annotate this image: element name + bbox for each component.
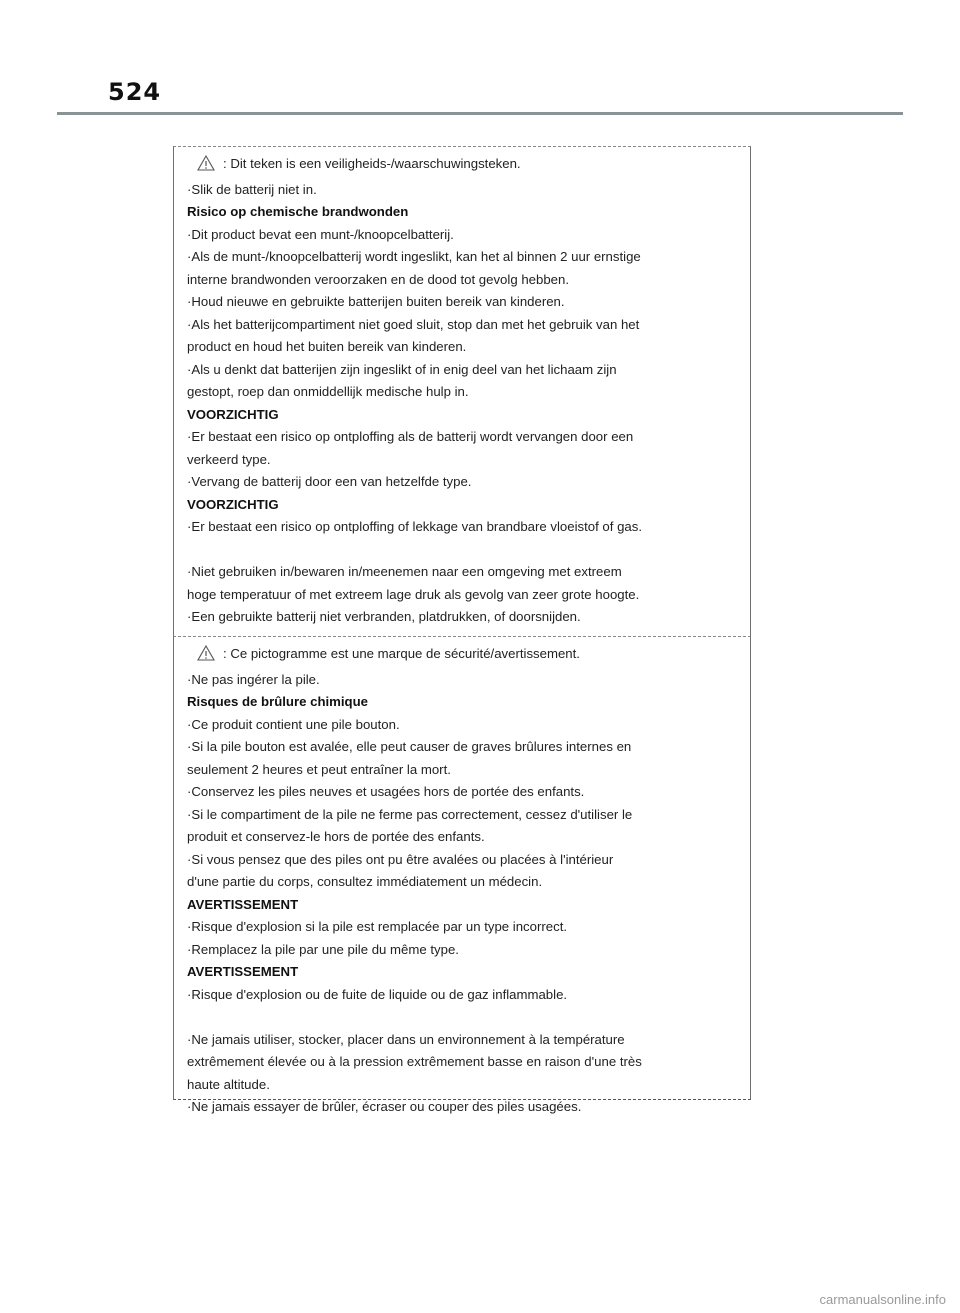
text-line: ·Si vous pensez que des piles ont pu être avalées ou placées à l'intérieur: [187, 851, 614, 867]
text-line: hoge temperatuur of met extreem lage druk als gevolg van zeer grote hoogte.: [187, 586, 640, 602]
panel-content-french: [187, 643, 744, 1119]
text-line: ·Si le compartiment de la pile ne ferme pas correctement, cessez d'utiliser le: [187, 806, 633, 822]
warning-symbol-line: [187, 643, 744, 669]
warning-panel-dutch: [173, 146, 751, 636]
text-line: seulement 2 heures et peut entraîner la mort.: [187, 761, 451, 777]
paragraph-list: [187, 916, 744, 961]
text-line: ·Als het batterijcompartiment niet goed sluit, stop dan met het gebruik van het: [187, 316, 640, 332]
warning-triangle-icon: [197, 645, 215, 669]
text-line: ·Houd nieuwe en gebruikte batterijen buiten bereik van kinderen.: [187, 294, 565, 309]
paragraph-list: [187, 1029, 744, 1119]
section-heading: VOORZICHTIG: [187, 406, 279, 422]
spacer: [187, 539, 744, 562]
spacer: [187, 1006, 744, 1029]
text-line: ·Ce produit contient une pile bouton.: [187, 716, 400, 732]
text-line: ·Risque d'explosion ou de fuite de liquide ou de gaz inflammable.: [187, 986, 568, 1002]
paragraph-list: [187, 561, 744, 629]
text-line: interne brandwonden veroorzaken en de dood tot gevolg hebben.: [187, 271, 569, 287]
section-heading: Risico op chemische brandwonden: [187, 204, 409, 219]
text-line: ·Slik de batterij niet in.: [187, 181, 317, 197]
text-line: gestopt, roep dan onmiddellijk medische hulp in.: [187, 384, 469, 399]
warning-symbol-text: : Dit teken is een veiligheids-/waarschuwingsteken.: [223, 156, 521, 171]
text-line: ·Remplacez la pile par une pile du même type.: [187, 941, 459, 957]
panel-content-dutch: [187, 153, 744, 629]
page-number: 524: [108, 78, 162, 106]
section-heading: AVERTISSEMENT: [187, 964, 299, 979]
warning-panel-french: [173, 636, 751, 1114]
text-line: ·Ne pas ingérer la pile.: [187, 671, 320, 687]
text-line: ·Ne jamais essayer de brûler, écraser ou couper des piles usagées.: [187, 1099, 582, 1114]
header-rule: [57, 112, 903, 115]
text-line: ·Als de munt-/knoopcelbatterij wordt ingeslikt, kan het al binnen 2 uur ernstige: [187, 249, 641, 264]
text-line: ·Risque d'explosion si la pile est remplacée par un type incorrect.: [187, 919, 568, 934]
paragraph-list: [187, 714, 744, 894]
paragraph-list: [187, 669, 744, 692]
text-line: haute altitude.: [187, 1076, 270, 1092]
text-line: extrêmement élevée ou à la pression extrêmement basse en raison d'une très: [187, 1054, 642, 1069]
section-heading: AVERTISSEMENT: [187, 896, 299, 912]
warning-triangle-icon: [197, 155, 215, 179]
warning-symbol-line: [187, 153, 744, 179]
text-line: d'une partie du corps, consultez immédiatement un médecin.: [187, 874, 543, 889]
text-line: verkeerd type.: [187, 451, 271, 467]
text-line: ·Niet gebruiken in/bewaren in/meenemen naar een omgeving met extreem: [187, 564, 622, 579]
text-line: ·Dit product bevat een munt-/knoopcelbatterij.: [187, 226, 454, 242]
paragraph-list: [187, 516, 744, 539]
text-line: ·Si la pile bouton est avalée, elle peut causer de graves brûlures internes en: [187, 739, 632, 754]
text-line: ·Er bestaat een risico op ontploffing of lekkage van brandbare vloeistof of gas.: [187, 519, 643, 534]
paragraph-list: [187, 426, 744, 494]
text-line: ·Conservez les piles neuves et usagées hors de portée des enfants.: [187, 784, 585, 799]
text-line: ·Ne jamais utiliser, stocker, placer dans un environnement à la température: [187, 1031, 625, 1047]
warning-symbol-text: : Ce pictogramme est une marque de sécurité/avertissement.: [223, 646, 580, 661]
section-heading: Risques de brûlure chimique: [187, 694, 368, 709]
text-line: product en houd het buiten bereik van kinderen.: [187, 339, 467, 354]
paragraph-list: [187, 224, 744, 404]
section-heading: VOORZICHTIG: [187, 496, 279, 512]
paragraph-list: [187, 179, 744, 202]
text-line: ·Vervang de batterij door een van hetzelfde type.: [187, 474, 472, 489]
text-line: ·Er bestaat een risico op ontploffing als de batterij wordt vervangen door een: [187, 429, 634, 444]
text-line: produit et conservez-le hors de portée des enfants.: [187, 829, 485, 844]
text-line: ·Een gebruikte batterij niet verbranden, platdrukken, of doorsnijden.: [187, 609, 581, 624]
footer-watermark: carmanualsonline.info: [819, 1292, 946, 1307]
text-line: ·Als u denkt dat batterijen zijn ingeslikt of in enig deel van het lichaam zijn: [187, 361, 617, 377]
paragraph-list: [187, 984, 744, 1007]
